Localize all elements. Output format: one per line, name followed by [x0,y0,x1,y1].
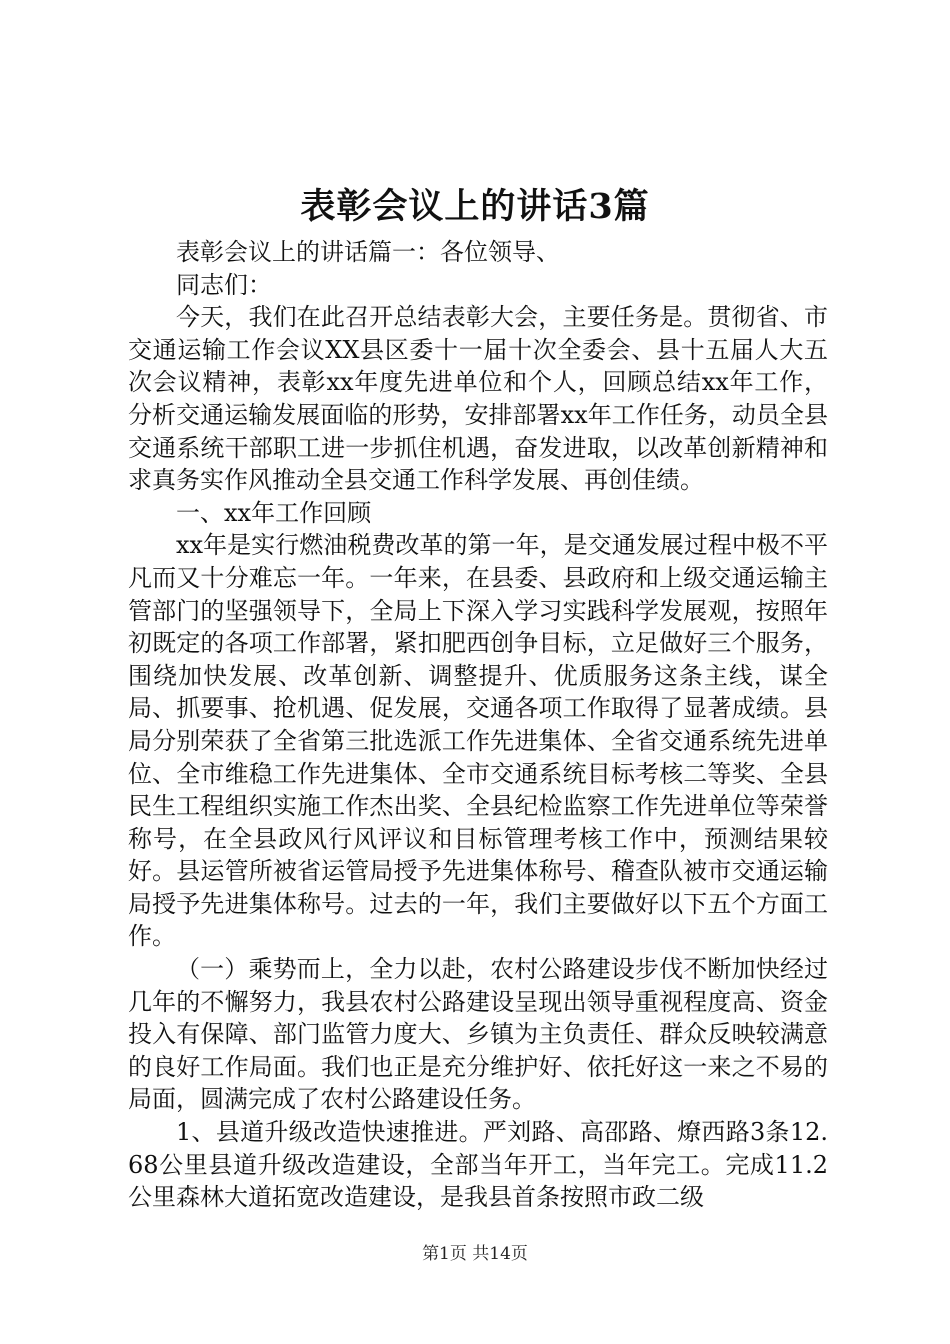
paragraph-intro: 今天，我们在此召开总结表彰大会，主要任务是。贯彻省、市交通运输工作会议XX县区委十一届十次全委会、县十五届人大五次会议精神，表彰xx年度先进单位和个人，回顾总结xx年工作，分析交通运输发展面临的形势，安排部署xx年工作任务，动员全县交通系统干部职工进一步抓住机遇，奋发进取，以改革创新精神和求真务实作风推动全县交通工作科学发展、再创佳绩。 [128,303,828,495]
document-body [128,236,828,1214]
section-heading-review: 一、xx年工作回顾 [176,498,372,527]
paragraph-salutation: 同志们： [176,270,272,299]
paragraph-review: xx年是实行燃油税费改革的第一年，是交通发展过程中极不平凡而又十分难忘一年。一年来，在县委、县政府和上级交通运输主管部门的坚强领导下，全局上下深入学习实践科学发展观，按照年初既定的各项工作部署，紧扣肥西创争目标，立足做好三个服务，围绕加快发展、改革创新、调整提升、优质服务这条主线，谋全局、抓要事、抢机遇、促发展，交通各项工作取得了显著成绩。县局分别荣获了全省第三批选派工作先进集体、全省交通系统先进单位、全市维稳工作先进集体、全市交通系统目标考核二等奖、全县民生工程组织实施工作杰出奖、全县纪检监察工作先进单位等荣誉称号，在全县政风行风评议和目标管理考核工作中，预测结果较好。县运管所被省运管局授予先进集体称号、稽查队被市交通运输局授予先进集体称号。过去的一年，我们主要做好以下五个方面工作。 [128,531,828,951]
paragraph-rural-roads: （一）乘势而上，全力以赴，农村公路建设步伐不断加快经过几年的不懈努力，我县农村公路建设呈现出领导重视程度高、资金投入有保障、部门监管力度大、乡镇为主负责任、群众反映较满意的良好工作局面。我们也正是充分维护好、依托好这一来之不易的局面，圆满完成了农村公路建设任务。 [128,955,828,1114]
paragraph-greeting: 表彰会议上的讲话篇一：各位领导、 [176,238,560,266]
document-title: 表彰会议上的讲话3篇 [300,186,650,227]
page-number: 第1页 共14页 [422,1244,528,1264]
paragraph-county-roads: 1、县道升级改造快速推进。严刘路、高邵路、燎西路3条12.68公里县道升级改造建设，全部当年开工，当年完工。完成11.2公里森林大道拓宽改造建设，是我县首条按照市政二级 [128,1118,828,1212]
